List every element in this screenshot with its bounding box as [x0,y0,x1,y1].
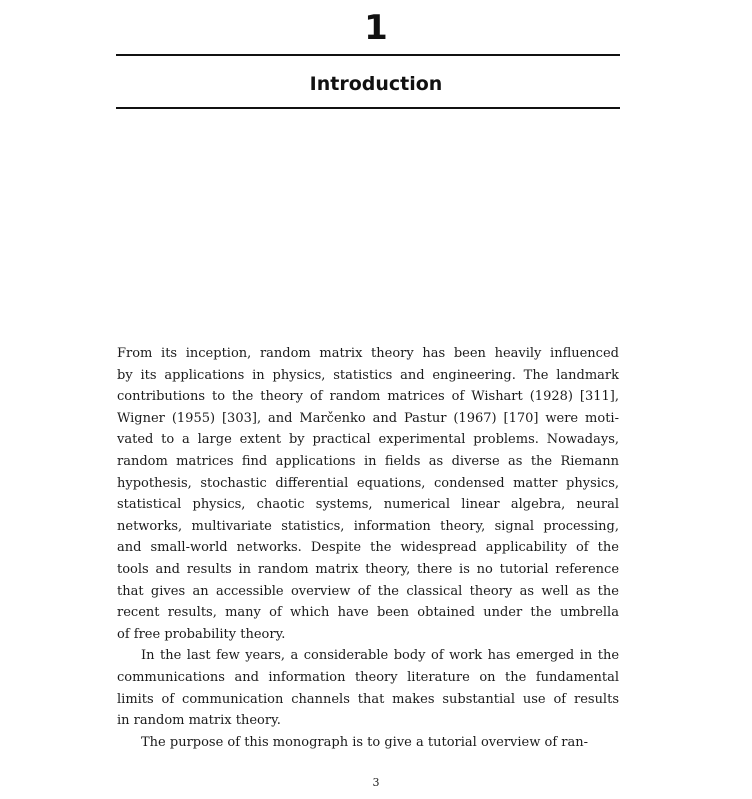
text-line: communications and information theory literature on the fundamental [117,669,619,685]
text-line: networks, multivariate statistics, information theory, signal processing, [117,518,620,534]
body-text [117,343,619,753]
text-line: in random matrix theory. [117,713,281,729]
text-line: of free probability theory. [117,626,286,642]
text-line: random matrices find applications in fields as diverse as the Riemann [117,453,619,469]
text-line: From its inception, random matrix theory has been heavily influenced [117,346,619,361]
text-line: hypothesis, stochastic differential equations, condensed matter physics, [117,475,620,491]
chapter-number: 1 [364,8,388,48]
text-line: by its applications in physics, statistics and engineering. The landmark [117,367,619,383]
text-line: vated to a large extent by practical experimental problems. Nowadays, [117,432,620,448]
page-number: 3 [372,776,380,789]
text-line: that gives an accessible overview of the classical theory as well as the [117,583,619,599]
paragraph-2 [117,645,619,731]
paragraph-3 [117,732,619,754]
text-line: Wigner (1955) [303], and Marčenko and Pastur (1967) [170] were moti- [117,410,619,426]
text-line: and small-world networks. Despite the widespread applicability of the [117,540,619,556]
text-line: recent results, many of which have been obtained under the umbrella [117,605,619,621]
chapter-title: Introduction [309,73,443,95]
text-line: In the last few years, a considerable body of work has emerged in the [141,648,620,664]
title-rule-top [116,54,620,56]
text-line: tools and results in random matrix theory, there is no tutorial reference [117,561,620,577]
text-line: statistical physics, chaotic systems, numerical linear algebra, neural [117,497,619,513]
text-line: limits of communication channels that makes substantial use of results [117,691,619,707]
title-rule-bottom [116,107,620,109]
paragraph-1 [117,343,619,645]
text-line: contributions to the theory of random matrices of Wishart (1928) [311], [117,389,620,405]
text-line: The purpose of this monograph is to give a tutorial overview of ran- [141,734,588,750]
